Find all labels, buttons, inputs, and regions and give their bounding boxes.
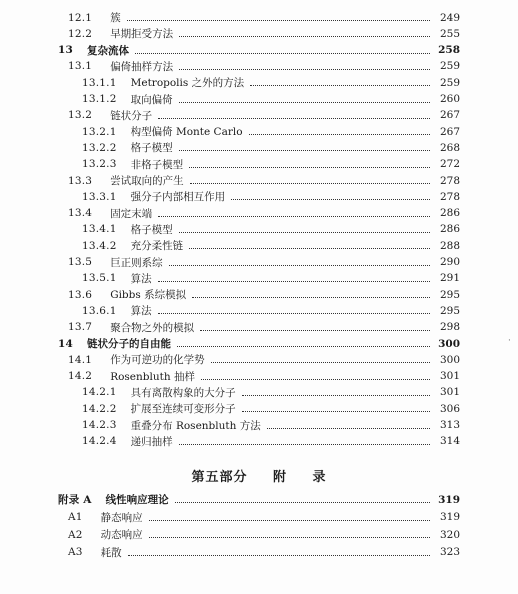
toc-entry-number: 13.2.3	[82, 158, 117, 171]
toc-entry-title: 巨正则系综	[110, 256, 163, 269]
toc-entry-page: 288	[439, 239, 460, 252]
toc-entry-title: 构型偏倚 Monte Carlo	[130, 126, 243, 139]
dot-leader	[192, 297, 430, 298]
toc-entry-title: Metropolis 之外的方法	[130, 77, 245, 90]
dot-leader	[179, 232, 430, 233]
toc-entry-number: 13.7	[68, 321, 93, 334]
toc-entry-page: 260	[439, 93, 460, 105]
toc-entry-number: 13.3	[68, 174, 93, 187]
toc-entry	[82, 432, 460, 451]
toc-entry-page: 313	[439, 419, 460, 431]
dot-leader	[135, 53, 430, 54]
dot-leader	[128, 555, 430, 556]
toc-entry-title: 链状分子的自由能	[87, 338, 172, 350]
toc-entry-page: 286	[439, 207, 460, 220]
toc-entry-title: 格子模型	[130, 142, 173, 155]
dot-leader	[175, 502, 430, 503]
toc-entry-title: 具有离散构象的大分子	[130, 386, 236, 399]
toc-entry-title: 线性响应理论	[105, 494, 169, 506]
toc-entry-page: 323	[439, 546, 460, 558]
dot-leader	[149, 537, 430, 538]
toc-entry-title: 强分子内部相互作用	[130, 191, 226, 204]
toc-entry-number: 14.2.3	[82, 419, 117, 431]
toc-entry-page: 278	[439, 190, 460, 203]
toc-entry-number: A1	[68, 511, 83, 523]
toc-entry-page: 301	[439, 370, 460, 383]
toc-entry-number: 13.3.1	[82, 190, 117, 203]
toc-entry-number: 13.5.1	[82, 272, 117, 285]
toc-entry-number: 13.2.1	[82, 125, 117, 138]
dot-leader	[201, 379, 430, 380]
toc-entry-number: 13.4.1	[82, 223, 117, 236]
toc-entry	[68, 525, 460, 544]
dot-leader	[179, 102, 430, 103]
toc-entry-number: 13.2.2	[82, 141, 117, 154]
dot-leader	[200, 330, 430, 331]
dot-leader	[179, 36, 430, 37]
toc-entry-page: 249	[439, 11, 460, 24]
toc-entry-title: 聚合物之外的模拟	[110, 321, 195, 334]
toc-entry-page: 268	[439, 141, 460, 154]
part-word-1: 附	[272, 470, 287, 485]
dot-leader	[249, 134, 430, 135]
toc-entry-page: 306	[439, 402, 460, 415]
toc-entry-number: 14	[58, 337, 74, 350]
toc-entry-number: 13.6.1	[82, 304, 117, 317]
toc-entry-title: 复杂流体	[87, 44, 130, 57]
toc-entry-number: 13.1.2	[82, 93, 117, 105]
toc-entry-number: 12.1	[68, 11, 93, 24]
toc-entry-title: 簇	[110, 12, 121, 24]
dot-leader	[189, 167, 430, 168]
dot-leader	[158, 313, 430, 314]
toc-entry-number: 13.5	[68, 256, 93, 268]
dot-leader	[169, 265, 430, 266]
part-label: 第五部分	[191, 470, 248, 485]
toc-entry-title: 扩展至连续可变形分子	[130, 403, 236, 416]
toc-entry-number: 14.1	[68, 353, 93, 366]
dot-leader	[267, 428, 430, 429]
toc-entry-title: 算法	[130, 272, 152, 285]
toc-entry-page: 319	[439, 511, 460, 523]
toc-entry-number: 14.2.2	[82, 402, 117, 415]
toc-entry-page: 290	[439, 256, 460, 268]
dot-leader	[250, 85, 430, 86]
toc-entry-title: 取向偏倚	[130, 93, 173, 106]
dot-leader	[242, 411, 430, 412]
toc-entry	[58, 490, 460, 509]
toc-entry-page: 295	[439, 288, 460, 301]
toc-entry-page: 267	[439, 109, 460, 122]
dot-leader	[242, 395, 430, 396]
toc-entry-number: 13.1.1	[82, 76, 117, 89]
toc-entry-title: 充分柔性链	[130, 240, 184, 253]
toc-entry-page: 259	[439, 60, 460, 73]
dot-leader	[189, 248, 430, 249]
toc-entry-title: 非格子模型	[130, 158, 184, 171]
toc-entry-page: 259	[439, 76, 460, 89]
toc-entry-page: 267	[439, 125, 460, 138]
toc-entry-number: 13.4	[68, 207, 93, 220]
dot-leader	[127, 20, 430, 21]
toc-entry-title: 动态响应	[100, 529, 143, 541]
toc-entry-page: 272	[439, 158, 460, 171]
dot-leader	[211, 362, 430, 363]
toc-entry-page: 291	[439, 272, 460, 285]
toc-entry-title: 递归抽样	[130, 435, 173, 448]
toc-entry-title: 算法	[130, 305, 152, 318]
toc-entry	[68, 543, 460, 562]
toc-entry-title: Gibbs 系综模拟	[110, 289, 187, 302]
toc-entry	[68, 508, 460, 527]
toc-entry-title: 耗散	[100, 546, 122, 559]
toc-entry-title: 格子模型	[130, 223, 173, 236]
toc-entry-page: 255	[439, 27, 460, 40]
dot-leader	[179, 444, 430, 445]
toc-entry-number: A3	[68, 546, 83, 558]
dot-leader	[177, 346, 430, 347]
toc-entry-page: 301	[439, 386, 460, 399]
toc-entry-page: 286	[439, 223, 460, 236]
part-word-2: 录	[312, 470, 327, 485]
dot-leader	[158, 216, 430, 217]
toc-entry-number: 12.2	[68, 27, 93, 40]
dot-leader	[158, 281, 430, 282]
toc-entry-number: 13.4.2	[82, 239, 117, 252]
toc-entry-page: 300	[439, 353, 460, 366]
toc-entry-title: 链状分子	[110, 109, 153, 122]
dot-leader	[190, 183, 430, 184]
dot-leader	[179, 69, 430, 70]
toc-entry-number: 13	[58, 44, 74, 57]
toc-entry-title: 早期拒受方法	[110, 28, 174, 41]
toc-entry-number: 13.6	[68, 288, 93, 301]
toc-entry-title: 作为可逆功的化学势	[110, 354, 205, 367]
dot-leader	[179, 150, 430, 151]
toc-entry-number: 14.2	[68, 370, 93, 383]
toc-entry-number: 附录 A	[58, 494, 92, 506]
toc-entry-title: 尝试取向的产生	[110, 175, 184, 187]
toc-entry-number: 14.2.4	[82, 435, 117, 448]
dot-leader	[158, 118, 430, 119]
toc-entry-title: 重叠分布 Rosenbluth 方法	[130, 419, 261, 432]
toc-entry-page: 314	[439, 435, 460, 448]
toc-entry-number: A2	[68, 528, 83, 541]
toc-entry-page: 319	[438, 493, 460, 506]
toc-entry-number: 14.2.1	[82, 386, 117, 399]
toc-entry-title: 静态响应	[100, 511, 143, 524]
part-heading	[0, 466, 518, 485]
toc-entry-page: 295	[439, 304, 460, 317]
margin-mark: ·	[508, 336, 511, 346]
toc-entry-title: Rosenbluth 抽样	[110, 370, 195, 383]
toc-entry-page: 278	[439, 174, 460, 187]
toc-entry-title: 偏倚抽样方法	[110, 60, 174, 73]
toc-entry-number: 13.1	[68, 60, 93, 73]
toc-entry-number: 13.2	[68, 109, 93, 122]
dot-leader	[231, 199, 430, 200]
toc-entry-title: 固定末端	[110, 207, 153, 220]
toc-entry-page: 300	[438, 337, 460, 350]
toc-entry-page: 320	[439, 528, 460, 541]
dot-leader	[149, 520, 430, 521]
toc-entry-page: 298	[439, 321, 460, 334]
toc-entry-page: 258	[438, 44, 460, 57]
